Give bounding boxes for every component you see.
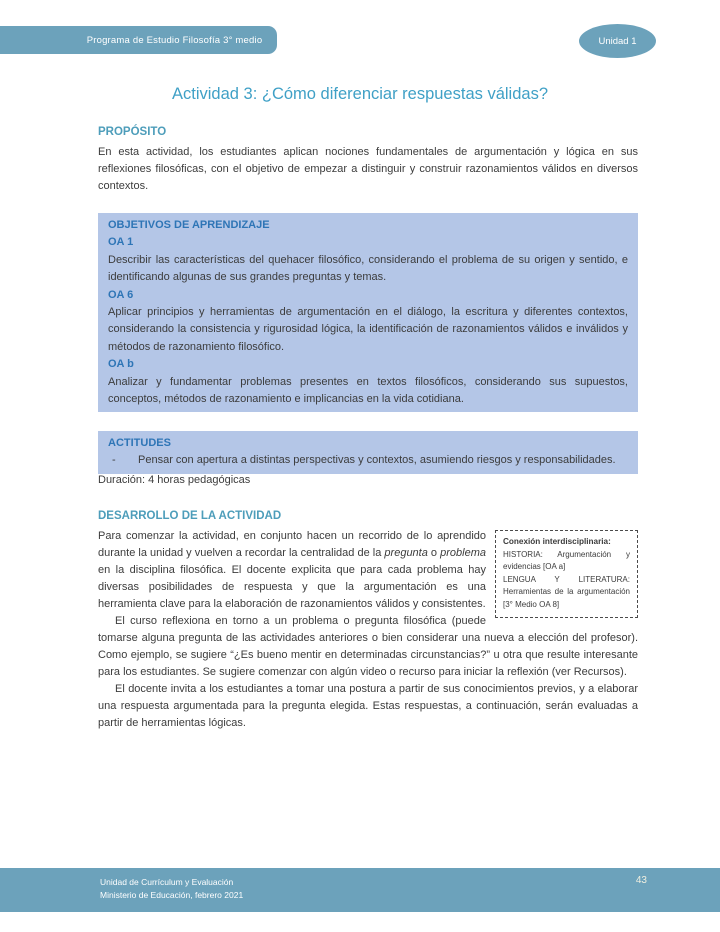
proposito-heading: PROPÓSITO [98, 126, 167, 138]
page-number: 43 [635, 875, 647, 886]
oa1-code: OA 1 [108, 236, 134, 249]
conexion-interdisciplinaria-box [495, 530, 638, 618]
p1-italic-problema: problema [440, 547, 486, 559]
p1-segment: en la disciplina filosófica. El docente explicita que para cada problema hay diversas posibilidades de respuesta y que la argumentación es una herramienta clave para la elaboración de razonamientos válidos y consistentes. [98, 564, 486, 610]
program-badge [0, 26, 277, 54]
actitudes-item-text: Pensar con apertura a distintas perspectivas y contextos, asumiendo riesgos y responsabilidades. [138, 454, 616, 467]
oa6-text: Aplicar principios y herramientas de argumentación en el diálogo, la escritura y diferentes contextos, considerando la consistencia y rigurosidad lógica, la identificación de razonamientos válidos e inválidos y métodos de razonamiento filosófico. [108, 306, 628, 353]
objetivos-box [98, 213, 638, 412]
oab-text: Analizar y fundamentar problemas presentes en textos filosóficos, considerando sus supuestos, conceptos, métodos de razonamiento e implicancias en la vida cotidiana. [108, 375, 628, 406]
footer-bar [0, 868, 720, 912]
desarrollo-heading: DESARROLLO DE LA ACTIVIDAD [98, 510, 282, 522]
desarrollo-body [98, 528, 638, 732]
actitudes-heading: ACTITUDES [108, 437, 171, 449]
p1-segment: o [427, 547, 441, 559]
unit-badge [579, 24, 656, 58]
program-badge-label: Programa de Estudio Filosofía 3° medio [86, 34, 263, 46]
conexion-line-lengua: LENGUA Y LITERATURA: Herramientas de la argumentación [3° Medio OA 8] [503, 574, 630, 609]
oab-code: OA b [108, 358, 134, 371]
activity-title: Actividad 3: ¿Cómo diferenciar respuestas válidas? [171, 85, 548, 103]
footer-org-line2: Ministerio de Educación, febrero 2021 [100, 890, 244, 900]
actitudes-box [98, 431, 638, 474]
footer-org-line1: Unidad de Currículum y Evaluación [100, 877, 234, 887]
objetivos-heading: OBJETIVOS DE APRENDIZAJE [108, 219, 270, 231]
p1-segment: Para comenzar la actividad, en conjunto hacen un recorrido de lo aprendido durante la unidad y vuelven a recordar la centralidad de la [98, 530, 486, 559]
unit-badge-label: Unidad 1 [598, 35, 637, 47]
conexion-line-historia: HISTORIA: Argumentación y evidencias [OA a] [503, 549, 630, 572]
desarrollo-paragraph-2: El curso reflexiona en torno a un problema o pregunta filosófica (puede tomarse alguna pregunta de las actividades anteriores o bien considerar una nueva a elección del profesor). Como ejemplo, se sugiere “¿Es bueno mentir en determinadas circunstancias?” u otra que resulte interesante para los estudiantes. Se sugiere comenzar con algún video o recurso para iniciar la reflexión (ver Recursos). [98, 615, 638, 678]
actitudes-item [108, 452, 628, 469]
oa1-text: Describir las características del quehacer filosófico, considerando el problema de su origen y sentido, e identificando algunas de sus grandes preguntas y temas. [108, 253, 628, 284]
conexion-heading: Conexión interdisciplinaria: [503, 537, 611, 546]
duracion-text: Duración: 4 horas pedagógicas [98, 474, 251, 486]
oa6-code: OA 6 [108, 288, 134, 301]
proposito-paragraph: En esta actividad, los estudiantes aplican nociones fundamentales de argumentación y lógica en sus reflexiones filosóficas, con el objetivo de empezar a distinguir y construir razonamientos válidos en diversos contextos. [98, 146, 638, 192]
dash-bullet: - [112, 454, 116, 467]
p1-italic-pregunta: pregunta [384, 547, 428, 559]
desarrollo-paragraph-3: El docente invita a los estudiantes a tomar una postura a partir de sus conocimientos previos, y a elaborar una respuesta argumentada para la pregunta elegida. Estas respuestas, a continuación, serán evaluadas a partir de herramientas lógicas. [98, 683, 638, 729]
